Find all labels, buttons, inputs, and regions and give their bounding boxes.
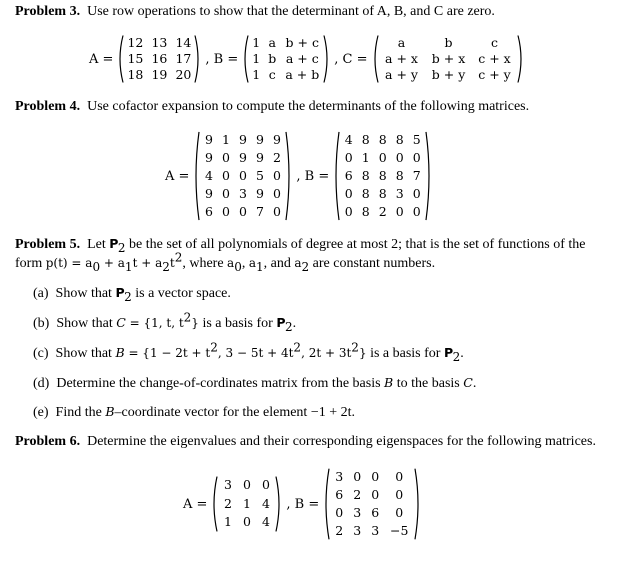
matrix-b [241, 35, 331, 83]
matrix-entry: 0 [261, 477, 270, 492]
matrix-entry: 0 [371, 469, 380, 484]
subscript: 2 [285, 319, 293, 334]
matrix-entry: 17 [175, 51, 192, 66]
problem-6-text: Determine the eigenvalues and their corresponding eigenspaces for the following matrices. [87, 434, 596, 449]
matrix-entry: 9 [255, 132, 264, 147]
item-label: (c) [33, 346, 49, 361]
item-label: (b) [33, 316, 50, 331]
problem-4-text: Use cofactor expansion to compute the determinants of the following matrices. [87, 99, 530, 114]
problem-5-item-c [33, 340, 464, 364]
problem-3-text: Use row operations to show that the determinant of A, B, and C are zero. [87, 4, 495, 19]
matrix-entry: 4 [261, 495, 270, 511]
blackboard-p: P [443, 345, 453, 360]
matrix-entry: 8 [361, 204, 370, 219]
matrix-entry: 7 [412, 168, 421, 183]
text: Show that [55, 346, 116, 361]
matrix-entry: 6 [204, 204, 213, 219]
text: is a basis for [198, 316, 277, 331]
matrix-entry: 0 [395, 204, 404, 219]
matrix-entry: 8 [361, 168, 370, 183]
matrix-entry: 3 [353, 523, 362, 538]
left-paren [210, 476, 218, 532]
matrix-b [322, 468, 422, 540]
text: , and [263, 256, 295, 271]
blackboard-p: P [115, 285, 125, 300]
matrix-a [192, 131, 293, 221]
item-label: (d) [33, 376, 50, 391]
matrix-entry: a [397, 35, 406, 50]
text: . [292, 316, 297, 331]
matrix-entry: 15 [127, 51, 144, 66]
matrix-entry: 6 [344, 168, 353, 183]
matrix-entry: 1 [242, 495, 251, 511]
matrix-entry: 16 [151, 51, 168, 66]
matrix-c-label: , C = [334, 51, 368, 67]
matrix-entry: 0 [242, 477, 251, 492]
problem-4-matrices [162, 130, 433, 222]
matrix-entry: 8 [395, 132, 404, 147]
formula: a [248, 256, 256, 270]
right-paren [425, 131, 433, 221]
matrix-entry: 0 [395, 505, 404, 520]
text: are constant numbers. [309, 256, 436, 271]
matrix-b [332, 131, 433, 221]
matrix-entry: 0 [395, 150, 404, 165]
matrix-a-label: A = [183, 496, 208, 512]
text: is a basis for [366, 346, 444, 361]
matrix-entry: a + c [285, 51, 319, 66]
text: . [460, 346, 464, 361]
problem-5-item-a [33, 285, 231, 302]
matrix-b-grid [249, 35, 323, 83]
problem-5-line-1 [15, 236, 586, 253]
matrix-entry: 0 [242, 514, 251, 530]
matrix-entry: 0 [221, 168, 230, 183]
matrix-b-label: , B = [296, 168, 330, 184]
problem-6-matrices [180, 466, 422, 542]
right-paren [323, 35, 331, 83]
text: , where [182, 256, 228, 271]
problem-5-line-2 [15, 250, 436, 274]
matrix-c [371, 35, 525, 83]
formula: , 3 − 5t + 4t [217, 346, 294, 360]
problem-3-matrices [86, 32, 525, 86]
text: , [241, 256, 249, 271]
matrix-entry: 5 [412, 132, 421, 147]
blackboard-p: P [276, 315, 285, 330]
superscript: 2 [174, 250, 183, 265]
matrix-entry: 0 [238, 168, 247, 183]
matrix-entry: c + x [478, 51, 511, 66]
matrix-entry: 1 [252, 67, 261, 82]
matrix-entry: 9 [272, 132, 281, 147]
superscript: 2 [351, 340, 359, 355]
text: is a vector space. [131, 286, 231, 301]
matrix-entry: 9 [255, 186, 264, 201]
matrix-entry: 9 [255, 150, 264, 165]
basis-symbol: B [384, 375, 394, 390]
matrix-entry: a + y [385, 67, 418, 82]
text: form [15, 256, 46, 271]
left-paren [116, 35, 124, 83]
matrix-entry: a + x [385, 51, 418, 66]
text: –coordinate vector for the element −1 + 2t. [114, 405, 355, 420]
formula: t [169, 256, 175, 270]
formula: } [191, 316, 199, 330]
text: be the set of all polynomials of degree at most 2; that is the set of functions of the [125, 237, 586, 252]
matrix-entry: 3 [371, 523, 380, 538]
left-paren [192, 131, 200, 221]
matrix-entry: c + y [478, 67, 511, 82]
right-paren [414, 468, 422, 540]
left-paren [332, 131, 340, 221]
left-paren [322, 468, 330, 540]
matrix-entry: 3 [238, 186, 247, 201]
matrix-entry: 4 [344, 132, 353, 147]
text: . [472, 376, 477, 391]
matrix-entry: 6 [335, 487, 344, 502]
problem-5-item-e [33, 404, 355, 421]
text: Determine the change-of-cordinates matrix from the basis [56, 376, 385, 391]
right-paren [285, 131, 293, 221]
matrix-entry: 0 [221, 150, 230, 165]
matrix-entry: 1 [223, 514, 232, 530]
superscript: 2 [210, 340, 218, 355]
matrix-entry: 0 [272, 204, 281, 219]
matrix-entry: 9 [204, 150, 213, 165]
superscript: 2 [183, 310, 192, 325]
matrix-entry: c [268, 67, 276, 82]
basis-symbol: C [463, 375, 473, 390]
right-paren [275, 476, 283, 532]
formula: p(t) = a [45, 256, 93, 270]
text: Show that [56, 316, 117, 331]
matrix-b-label: , B = [205, 51, 239, 67]
left-paren [371, 35, 379, 83]
matrix-a [210, 476, 283, 532]
matrix-entry: a + b [285, 67, 320, 82]
matrix-entry: b + y [431, 67, 466, 82]
matrix-entry: b [268, 51, 277, 66]
formula: , 2t + 3t [301, 346, 352, 360]
matrix-entry: 0 [221, 204, 230, 219]
matrix-entry: 0 [272, 186, 281, 201]
matrix-entry: 6 [371, 505, 380, 520]
matrix-entry: 4 [261, 514, 270, 530]
matrix-b-label: , B = [286, 496, 320, 512]
subscript: 2 [124, 289, 132, 304]
matrix-entry: 0 [344, 150, 353, 165]
matrix-entry: 9 [204, 186, 213, 201]
right-paren [517, 35, 525, 83]
problem-4-statement [15, 99, 529, 115]
subscript: 2 [301, 259, 310, 274]
right-paren [194, 35, 202, 83]
text: Let [87, 237, 110, 252]
matrix-entry: 0 [353, 469, 362, 484]
subscript: 2 [162, 259, 170, 274]
matrix-entry: 0 [238, 204, 247, 219]
problem-5-item-d [33, 375, 476, 392]
formula: } [358, 346, 367, 360]
matrix-entry: 0 [412, 150, 421, 165]
problem-5-label: Problem 5. [15, 237, 81, 252]
formula: = {1 − 2t + t [124, 346, 211, 360]
matrix-entry: 7 [255, 204, 264, 219]
matrix-entry: 8 [395, 168, 404, 183]
blackboard-p: P [109, 236, 118, 251]
text: Find the [55, 405, 106, 420]
matrix-entry: 0 [221, 186, 230, 201]
matrix-entry: 8 [378, 186, 387, 201]
matrix-entry: 0 [272, 168, 281, 183]
matrix-entry: 0 [344, 186, 353, 201]
matrix-entry: 0 [344, 204, 353, 219]
matrix-b-grid [340, 131, 425, 221]
matrix-entry: 8 [378, 132, 387, 147]
matrix-entry: 1 [221, 132, 230, 147]
matrix-entry: 3 [395, 186, 404, 201]
matrix-entry: b + x [431, 51, 466, 66]
matrix-entry: 1 [252, 35, 261, 50]
matrix-entry: 14 [175, 35, 192, 50]
matrix-entry: 1 [361, 150, 370, 165]
matrix-entry: 8 [378, 168, 387, 183]
text: Show that [55, 286, 116, 301]
matrix-entry: 9 [238, 150, 247, 165]
matrix-entry: 0 [395, 487, 404, 502]
problem-3-statement [15, 4, 495, 20]
subscript: 0 [92, 259, 101, 274]
formula: t + a [132, 256, 163, 270]
matrix-a-label: A = [89, 51, 114, 67]
basis-symbol: B [115, 345, 125, 360]
problem-4-label: Problem 4. [15, 99, 81, 114]
item-label: (e) [33, 405, 49, 420]
matrix-entry: 18 [127, 67, 144, 82]
matrix-entry: 3 [335, 469, 344, 484]
matrix-entry: 2 [223, 495, 232, 511]
matrix-entry: 3 [223, 477, 232, 492]
subscript: 2 [452, 349, 461, 364]
basis-symbol: B [105, 404, 115, 419]
matrix-entry: 2 [353, 487, 362, 502]
basis-symbol: C [116, 315, 126, 330]
problem-6-label: Problem 6. [15, 434, 81, 449]
matrix-entry: 0 [395, 469, 404, 484]
matrix-entry: 0 [412, 204, 421, 219]
matrix-entry: 2 [335, 523, 344, 538]
matrix-entry: b + c [285, 35, 319, 50]
matrix-entry: 8 [361, 132, 370, 147]
subscript: 1 [256, 259, 264, 274]
matrix-a-label: A = [165, 168, 190, 184]
matrix-a-grid [200, 131, 285, 221]
matrix-entry: 5 [255, 168, 264, 183]
item-label: (a) [33, 286, 49, 301]
matrix-entry: 19 [151, 67, 168, 82]
matrix-entry: 8 [361, 186, 370, 201]
text: to the basis [393, 376, 464, 391]
problem-3-label: Problem 3. [15, 4, 81, 19]
matrix-entry: 9 [204, 132, 213, 147]
subscript: 2 [117, 240, 126, 255]
formula: = {1, t, t [125, 316, 184, 330]
subscript: 0 [234, 259, 242, 274]
matrix-entry: 0 [378, 150, 387, 165]
matrix-entry: b [444, 35, 453, 50]
matrix-entry: 2 [378, 204, 387, 219]
matrix-a [116, 35, 202, 83]
matrix-entry: 0 [412, 186, 421, 201]
matrix-entry: 0 [335, 505, 344, 520]
matrix-entry: c [491, 35, 499, 50]
problem-5-item-b [33, 310, 297, 334]
formula: a [227, 256, 235, 270]
matrix-entry: −5 [390, 523, 409, 538]
matrix-entry: 9 [238, 132, 247, 147]
superscript: 2 [293, 340, 302, 355]
matrix-entry: a [268, 35, 276, 50]
matrix-entry: 2 [272, 150, 281, 165]
subscript: 1 [124, 259, 133, 274]
matrix-entry: 3 [353, 505, 362, 520]
matrix-a-grid [124, 35, 194, 83]
matrix-entry: 0 [371, 487, 380, 502]
left-paren [241, 35, 249, 83]
formula: a [294, 256, 302, 270]
matrix-entry: 4 [204, 168, 213, 183]
matrix-c-grid [379, 35, 517, 83]
matrix-b-grid [330, 468, 414, 540]
formula: + a [100, 256, 125, 270]
matrix-a-grid [218, 476, 275, 532]
matrix-entry: 13 [151, 35, 168, 50]
matrix-entry: 1 [252, 51, 261, 66]
matrix-entry: 12 [127, 35, 144, 50]
problem-6-statement [15, 434, 596, 450]
matrix-entry: 20 [175, 67, 192, 82]
